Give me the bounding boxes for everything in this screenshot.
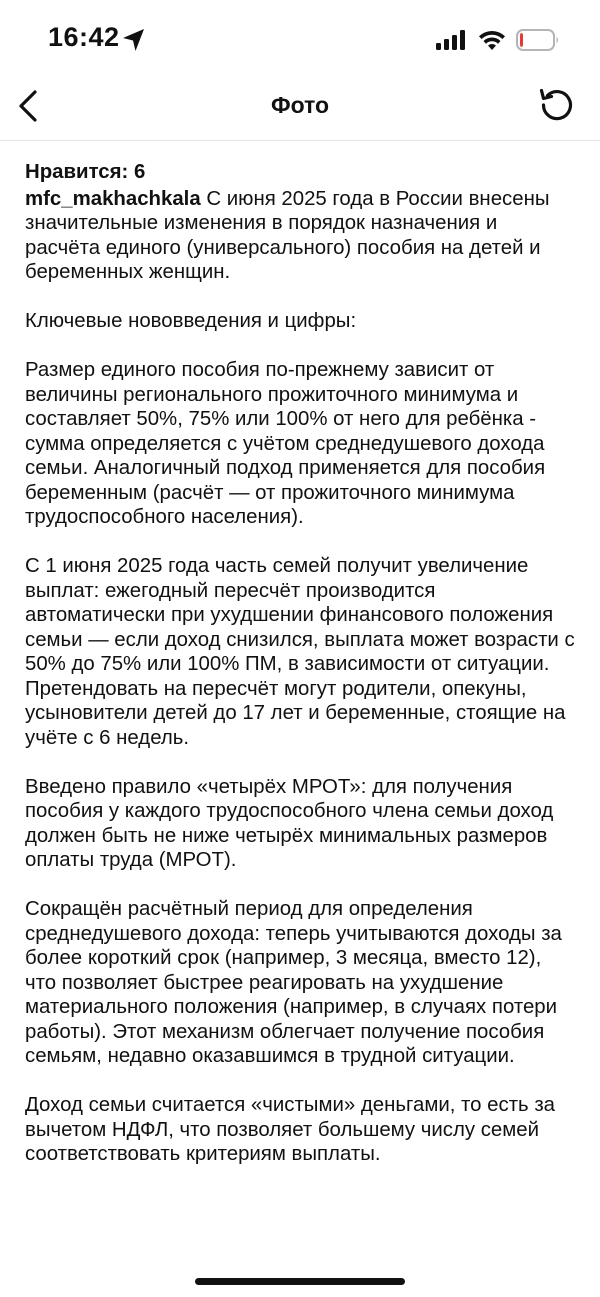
caption-paragraph: Сокращён расчётный период для определения среднедушевого дохода: теперь учитываются доходы за более короткий срок (например, 3 месяца, вместо 12), что позволяет быстрее реагировать на ухудшение материального положения (например, в случаях потери работы). Этот механизм облегчает получение пособия семьям, недавно оказавшимся в трудной ситуации. <box>25 898 562 1067</box>
status-bar <box>0 0 600 80</box>
refresh-button[interactable] <box>534 84 580 130</box>
caption-paragraph: Ключевые нововведения и цифры: <box>25 310 357 332</box>
cellular-signal-icon <box>436 30 466 50</box>
caption-paragraph: Доход семьи считается «чистыми» деньгами, то есть за вычетом НДФЛ, что позволяет большему числу семей соответствовать критериям выплаты. <box>25 1094 556 1165</box>
caption-paragraph: С 1 июня 2025 года часть семей получит увеличение выплат: ежегодный пересчёт производится автоматически при ухудшении финансового положения семьи — если доход снизился, выплата может возрасти с 50% до 75% или 100% ПМ, в зависимости от ситуации. Претендовать на пересчёт могут родители, опекуны, усыновители детей до 17 лет и беременные, стоящие на учёте с 6 недель. <box>25 555 575 749</box>
caption-text: С июня 2025 года в России внесены значительные изменения в порядок назначения и расчёта единого (универсального) пособия на детей и беременных женщин. <box>25 187 550 283</box>
caption-paragraph: Размер единого пособия по-прежнему зависит от величины регионального прожиточного минимума и составляет 50%, 75% или 100% от него для ребёнка - сумма определяется с учётом среднедушевого дохода семьи. Аналогичный подход применяется для пособия беременным (расчёт — от прожиточного минимума трудоспособного населения). <box>25 359 546 528</box>
refresh-icon <box>538 86 576 129</box>
location-arrow-icon <box>120 26 148 54</box>
post-content <box>25 160 577 1191</box>
caption-intro <box>25 187 577 285</box>
username-link[interactable]: mfc_makhachkala <box>25 187 201 210</box>
battery-low-icon <box>516 29 560 51</box>
status-time: 16:42 <box>48 22 120 52</box>
likes-count[interactable]: Нравится: 6 <box>25 161 146 183</box>
nav-bar <box>0 80 600 141</box>
caption-paragraph: Введено правило «четырёх МРОТ»: для получения пособия у каждого трудоспособного члена семьи доход должен быть не ниже четырёх минимальных размеров оплаты труда (МРОТ). <box>25 775 554 871</box>
page-title: Фото <box>270 92 330 118</box>
home-indicator[interactable] <box>195 1278 405 1285</box>
wifi-icon <box>477 28 507 52</box>
